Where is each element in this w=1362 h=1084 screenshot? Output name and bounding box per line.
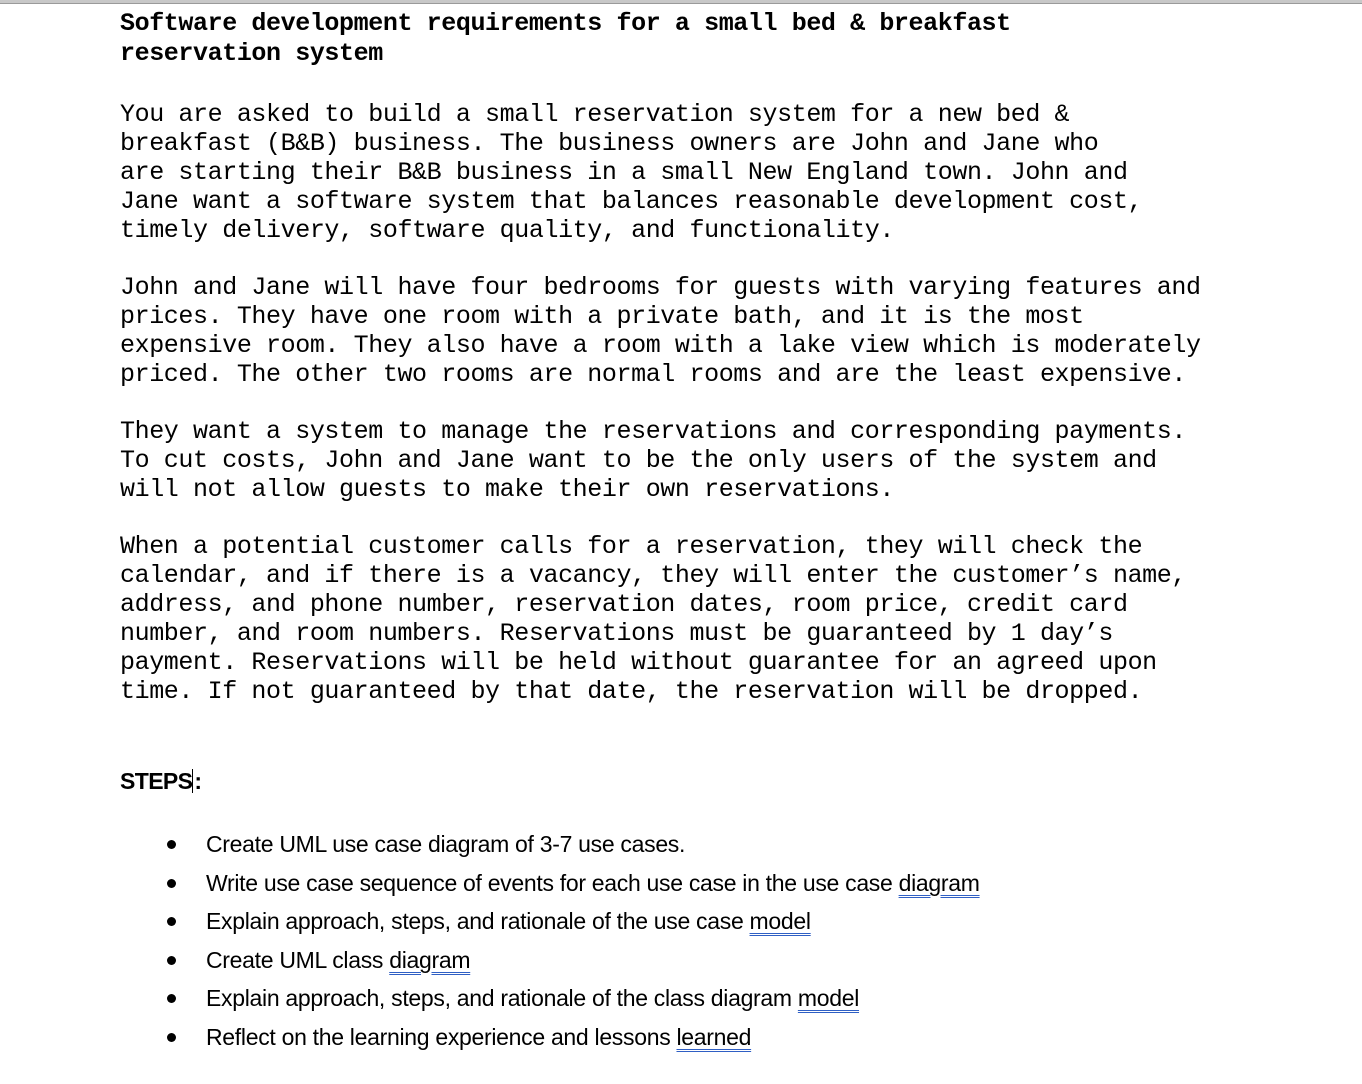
bullet-icon xyxy=(167,917,176,926)
paragraph-system-users: They want a system to manage the reservations and corresponding payments. To cut costs, John and Jane want to be the only users of the system and will not allow guests to make their own reservations. xyxy=(120,417,1186,504)
window-top-edge xyxy=(0,0,1362,4)
grammar-flag[interactable]: diagram xyxy=(389,946,471,973)
grammar-flag[interactable]: model xyxy=(797,985,860,1011)
bullet-icon xyxy=(167,994,176,1003)
document-body xyxy=(120,9,1320,706)
step-text: Explain approach, steps, and rationale of the class diagram xyxy=(206,985,798,1011)
step-text: Reflect on the learning experience and lessons xyxy=(206,1023,677,1050)
paragraph-rooms: John and Jane will have four bedrooms for guests with varying features and prices. They have one room with a private bath, and it is the most expensive room. They also have a room with a lake view which is moderately priced. The other two rooms are normal rooms and are the least expensive. xyxy=(120,273,1201,389)
grammar-flag[interactable]: model xyxy=(749,908,811,934)
step-text: Create UML use case diagram of 3-7 use cases. xyxy=(206,831,686,857)
steps-heading[interactable] xyxy=(120,766,201,796)
list-item xyxy=(120,864,980,903)
grammar-flag[interactable]: learned xyxy=(676,1023,752,1050)
step-text: Write use case sequence of events for each use case in the use case xyxy=(206,869,899,896)
document-title: Software development requirements for a small bed & breakfast reservation system xyxy=(120,9,1011,68)
paragraph-reservation-process: When a potential customer calls for a reservation, they will check the calendar, and if there is a vacancy, they will enter the customer’s name, address, and phone number, reservation dates, room price, credit card number, and room numbers. Reservations must be guaranteed by 1 day’s payment. Reservations will be held without guarantee for an agreed upon time. If not guaranteed by that date, the reservation will be dropped. xyxy=(120,532,1186,706)
list-item xyxy=(120,979,980,1018)
paragraph-intro: You are asked to build a small reservation system for a new bed & breakfast (B&B) business. The business owners are John and Jane who are starting their B&B business in a small New England town. John and Jane want a software system that balances reasonable development cost, timely delivery, software quality, and functionality. xyxy=(120,100,1143,245)
steps-list xyxy=(120,825,980,1056)
list-item xyxy=(120,825,980,864)
list-item xyxy=(120,902,980,941)
grammar-flag[interactable]: diagram xyxy=(898,869,980,896)
steps-heading-colon: : xyxy=(194,768,202,794)
list-item xyxy=(120,1018,980,1057)
list-item xyxy=(120,941,980,980)
steps-heading-text: STEPS xyxy=(120,768,193,794)
bullet-icon xyxy=(167,1033,176,1042)
step-text: Explain approach, steps, and rationale of the use case xyxy=(206,908,750,934)
bullet-icon xyxy=(167,840,176,849)
step-text: Create UML class xyxy=(206,946,390,973)
bullet-icon xyxy=(167,956,176,965)
bullet-icon xyxy=(167,879,176,888)
